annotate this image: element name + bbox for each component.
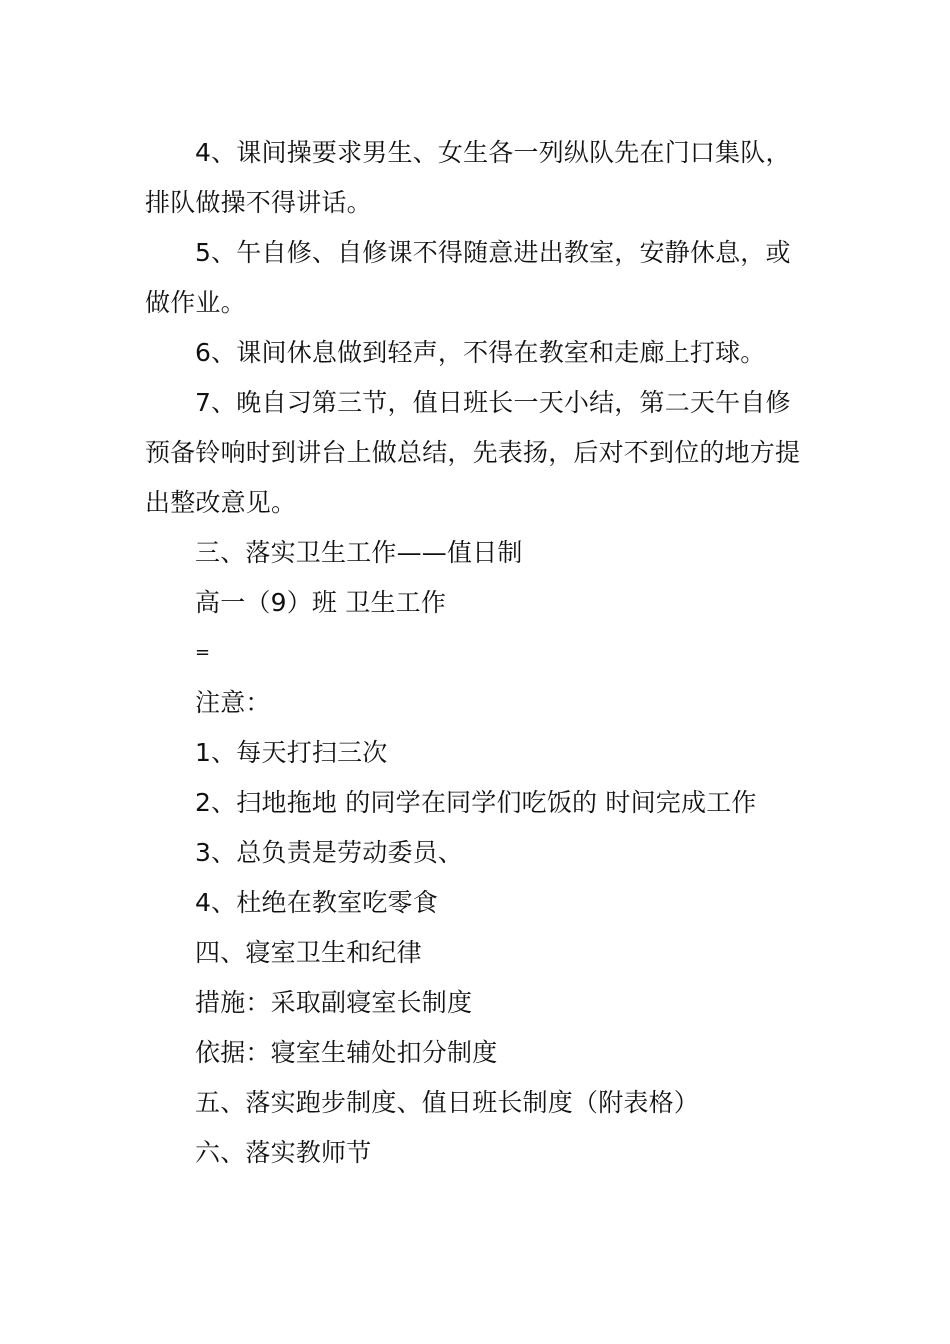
paragraph-rule-6: 6、课间休息做到轻声，不得在教室和走廊上打球。	[195, 338, 766, 367]
paragraph-rule-4: 4、课间操要求男生、女生各一列纵队先在门口集队，排队做操不得讲话。	[145, 138, 791, 217]
section-heading-dormitory: 四、寝室卫生和纪律	[195, 938, 422, 967]
equals-symbol: =	[195, 642, 211, 663]
section-heading-teachers-day: 六、落实教师节	[195, 1138, 372, 1167]
class-hygiene-title: 高一（9）班 卫生工作	[195, 588, 447, 617]
paragraph-rule-7: 7、晚自习第三节，值日班长一天小结，第二天午自修预备铃响时到讲台上做总结，先表扬，后对不到位的地方提出整改意见。	[145, 388, 801, 517]
note-item-1: 1、每天打扫三次	[195, 738, 388, 767]
dormitory-basis: 依据：寝室生辅处扣分制度	[195, 1038, 498, 1067]
paragraph-rule-5: 5、午自修、自修课不得随意进出教室，安静休息，或做作业。	[145, 238, 791, 317]
section-heading-running: 五、落实跑步制度、值日班长制度（附表格）	[195, 1088, 700, 1117]
section-heading-hygiene: 三、落实卫生工作——值日制	[195, 538, 523, 567]
document-body	[145, 128, 807, 1178]
note-item-4: 4、杜绝在教室吃零食	[195, 888, 438, 917]
dormitory-measure: 措施：采取副寝室长制度	[195, 988, 473, 1017]
note-item-2: 2、扫地拖地 的同学在同学们吃饭的 时间完成工作	[195, 788, 757, 817]
note-label: 注意：	[195, 688, 271, 717]
note-item-3: 3、总负责是劳动委员、	[195, 838, 464, 867]
